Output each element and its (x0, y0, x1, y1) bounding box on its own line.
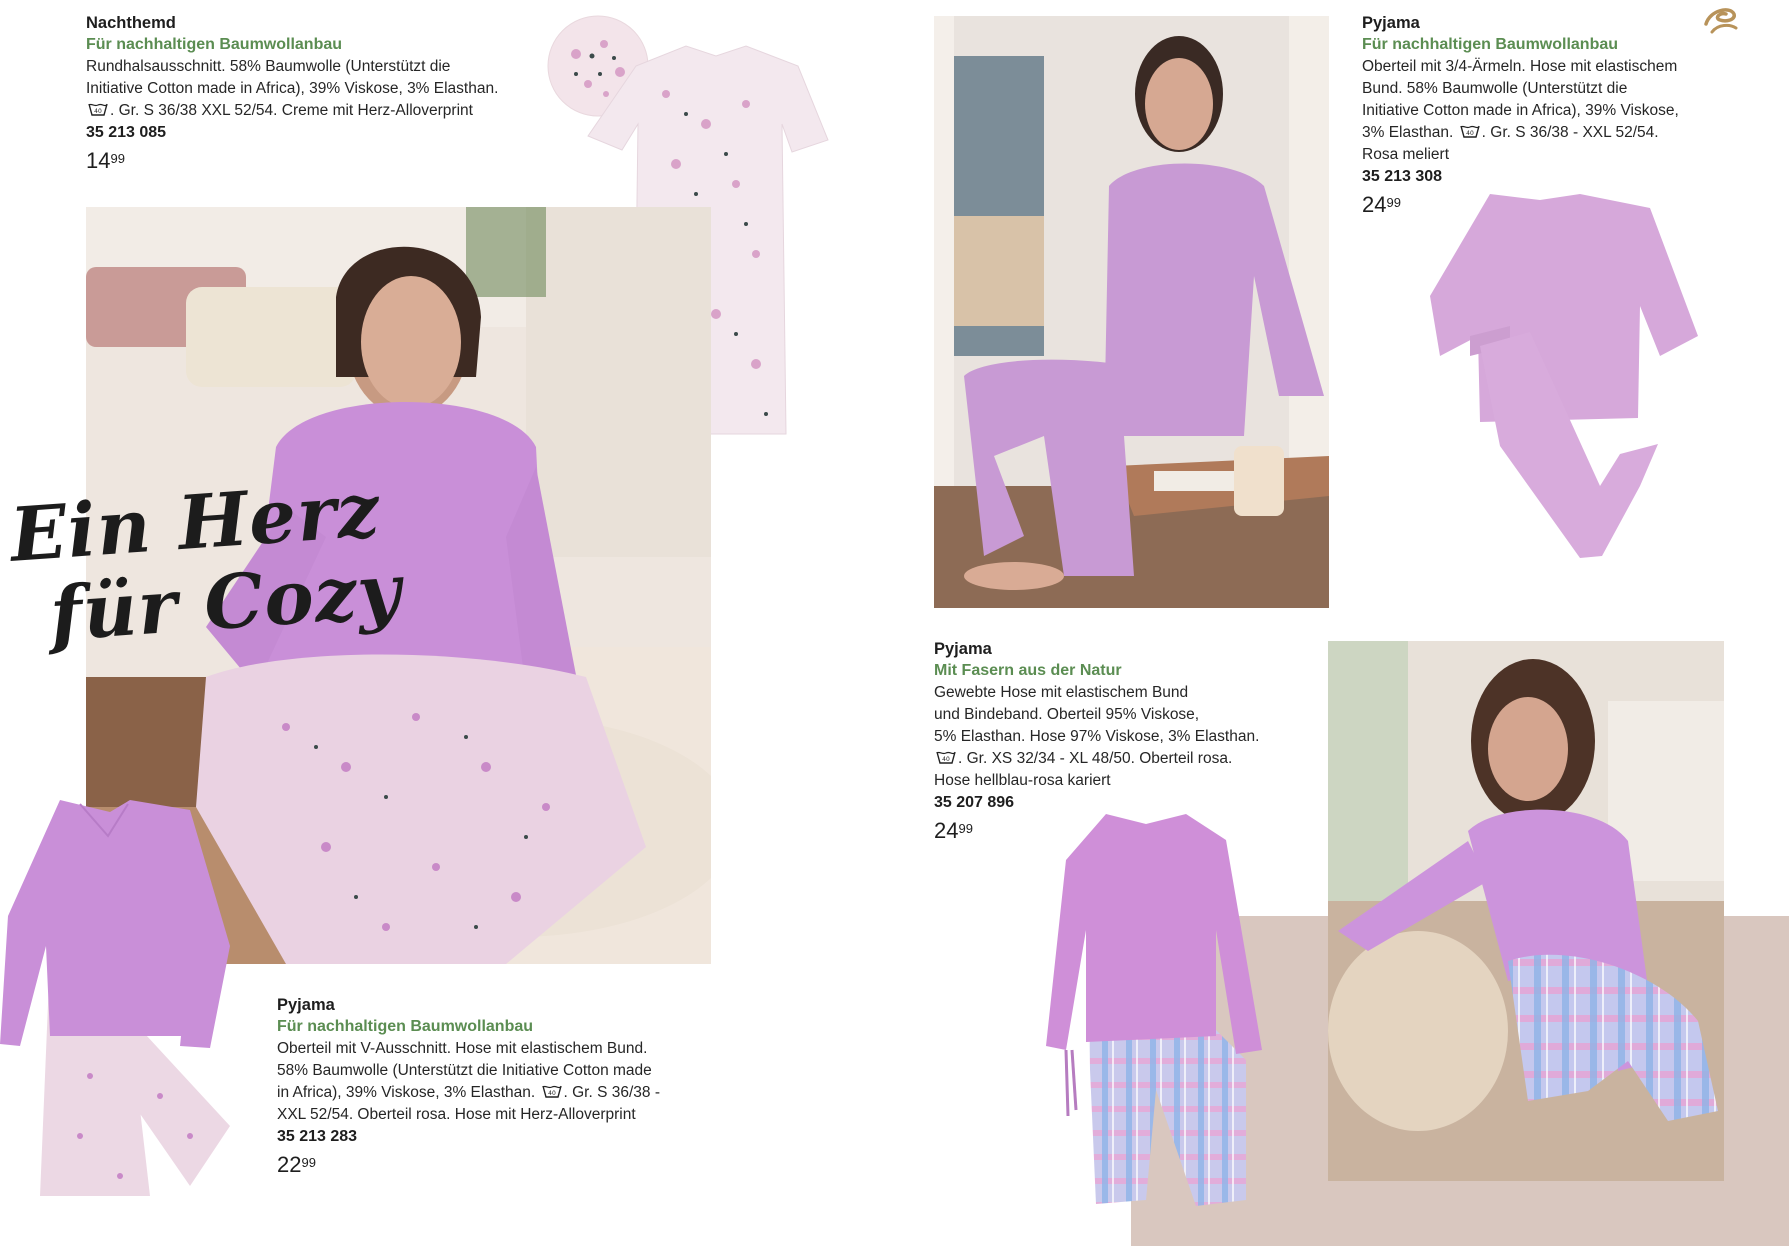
svg-text:40: 40 (942, 756, 950, 763)
product-name: Nachthemd (86, 14, 176, 32)
article-number: 35 213 308 (1362, 168, 1443, 185)
product-desc-line: Initiative Cotton made in Africa), 39% Viskose, 3% Elasthan. (86, 80, 499, 97)
product-desc-line (1362, 122, 1722, 144)
article-number: 35 207 896 (934, 794, 1015, 811)
product-desc-line: und Bindeband. Oberteil 95% Viskose, (934, 706, 1200, 723)
product-desc-line: Bund. 58% Baumwolle (Unterstützt die (1362, 80, 1628, 97)
article-number: 35 213 283 (277, 1128, 358, 1145)
product-desc-line: Initiative Cotton made in Africa), 39% Viskose, (1362, 102, 1679, 119)
product-desc-line: Rosa meliert (1362, 146, 1449, 163)
product-pyjama-vneck (277, 994, 717, 1180)
care-label-icon (542, 1083, 562, 1097)
svg-text:40: 40 (94, 108, 102, 115)
product-name: Pyjama (1362, 14, 1420, 32)
headline-line-2: für Cozy (47, 547, 405, 659)
lifestyle-photo-34sleeve (934, 16, 1329, 608)
price-main: 24 (1362, 192, 1387, 217)
headline (0, 0, 405, 700)
product-desc-text: . Gr. S 36/38 - (563, 1084, 660, 1101)
product-desc-line (934, 748, 1314, 770)
product-subtitle: Mit Fasern aus der Natur (934, 662, 1122, 679)
product-desc-line: Gewebte Hose mit elastischem Bund (934, 684, 1189, 701)
lifestyle-photo-checked (1328, 641, 1724, 1181)
product-desc-text: . Gr. S 36/38 XXL 52/54. Creme mit Herz-Alloverprint (110, 102, 473, 119)
price-cents: 99 (301, 1155, 316, 1170)
product-desc-text: . Gr. XS 32/34 - XL 48/50. Oberteil rosa. (958, 750, 1233, 767)
product-desc-line: Rundhalsausschnitt. 58% Baumwolle (Unterstützt die (86, 58, 451, 75)
product-subtitle: Für nachhaltigen Baumwollanbau (277, 1018, 534, 1035)
headline-line-1: Ein Herz (7, 467, 383, 579)
svg-text:40: 40 (547, 1090, 556, 1097)
product-desc-line: 58% Baumwolle (Unterstützt die Initiative Cotton made (277, 1062, 652, 1079)
product-desc-text: . Gr. S 36/38 - XXL 52/54. (1481, 124, 1659, 141)
price-main: 24 (934, 818, 959, 843)
price (277, 1150, 717, 1180)
product-desc-line (277, 1082, 717, 1104)
product-name: Pyjama (277, 996, 335, 1014)
article-number: 35 213 085 (86, 124, 167, 141)
product-desc-text: 3% Elasthan. (1362, 124, 1454, 141)
checked-pyjama-image (1046, 810, 1266, 1210)
svg-text:40: 40 (1465, 130, 1474, 137)
vneck-pyjama-image (0, 796, 240, 1196)
product-subtitle: Für nachhaltigen Baumwollanbau (1362, 36, 1619, 53)
34sleeve-pyjama-image (1420, 186, 1700, 566)
price-cents: 99 (110, 151, 125, 166)
product-desc-line: Hose hellblau-rosa kariert (934, 772, 1111, 789)
product-desc-line: Oberteil mit 3/4-Ärmeln. Hose mit elastischem (1362, 58, 1678, 75)
price-main: 14 (86, 148, 111, 173)
price-cents: 99 (958, 821, 973, 836)
price-main: 22 (277, 1152, 302, 1177)
product-subtitle: Für nachhaltigen Baumwollanbau (86, 36, 343, 53)
price-cents: 99 (1386, 195, 1401, 210)
product-desc-line: 5% Elasthan. Hose 97% Viskose, 3% Elasthan. (934, 728, 1260, 745)
care-label-icon (936, 749, 956, 763)
care-label-icon (1460, 123, 1480, 137)
product-name: Pyjama (934, 640, 992, 658)
product-desc-text: in Africa), 39% Viskose, 3% Elasthan. (277, 1084, 536, 1101)
product-desc-line: XXL 52/54. Oberteil rosa. Hose mit Herz-Alloverprint (277, 1106, 636, 1123)
product-desc-line: Oberteil mit V-Ausschnitt. Hose mit elastischem Bund. (277, 1040, 648, 1057)
